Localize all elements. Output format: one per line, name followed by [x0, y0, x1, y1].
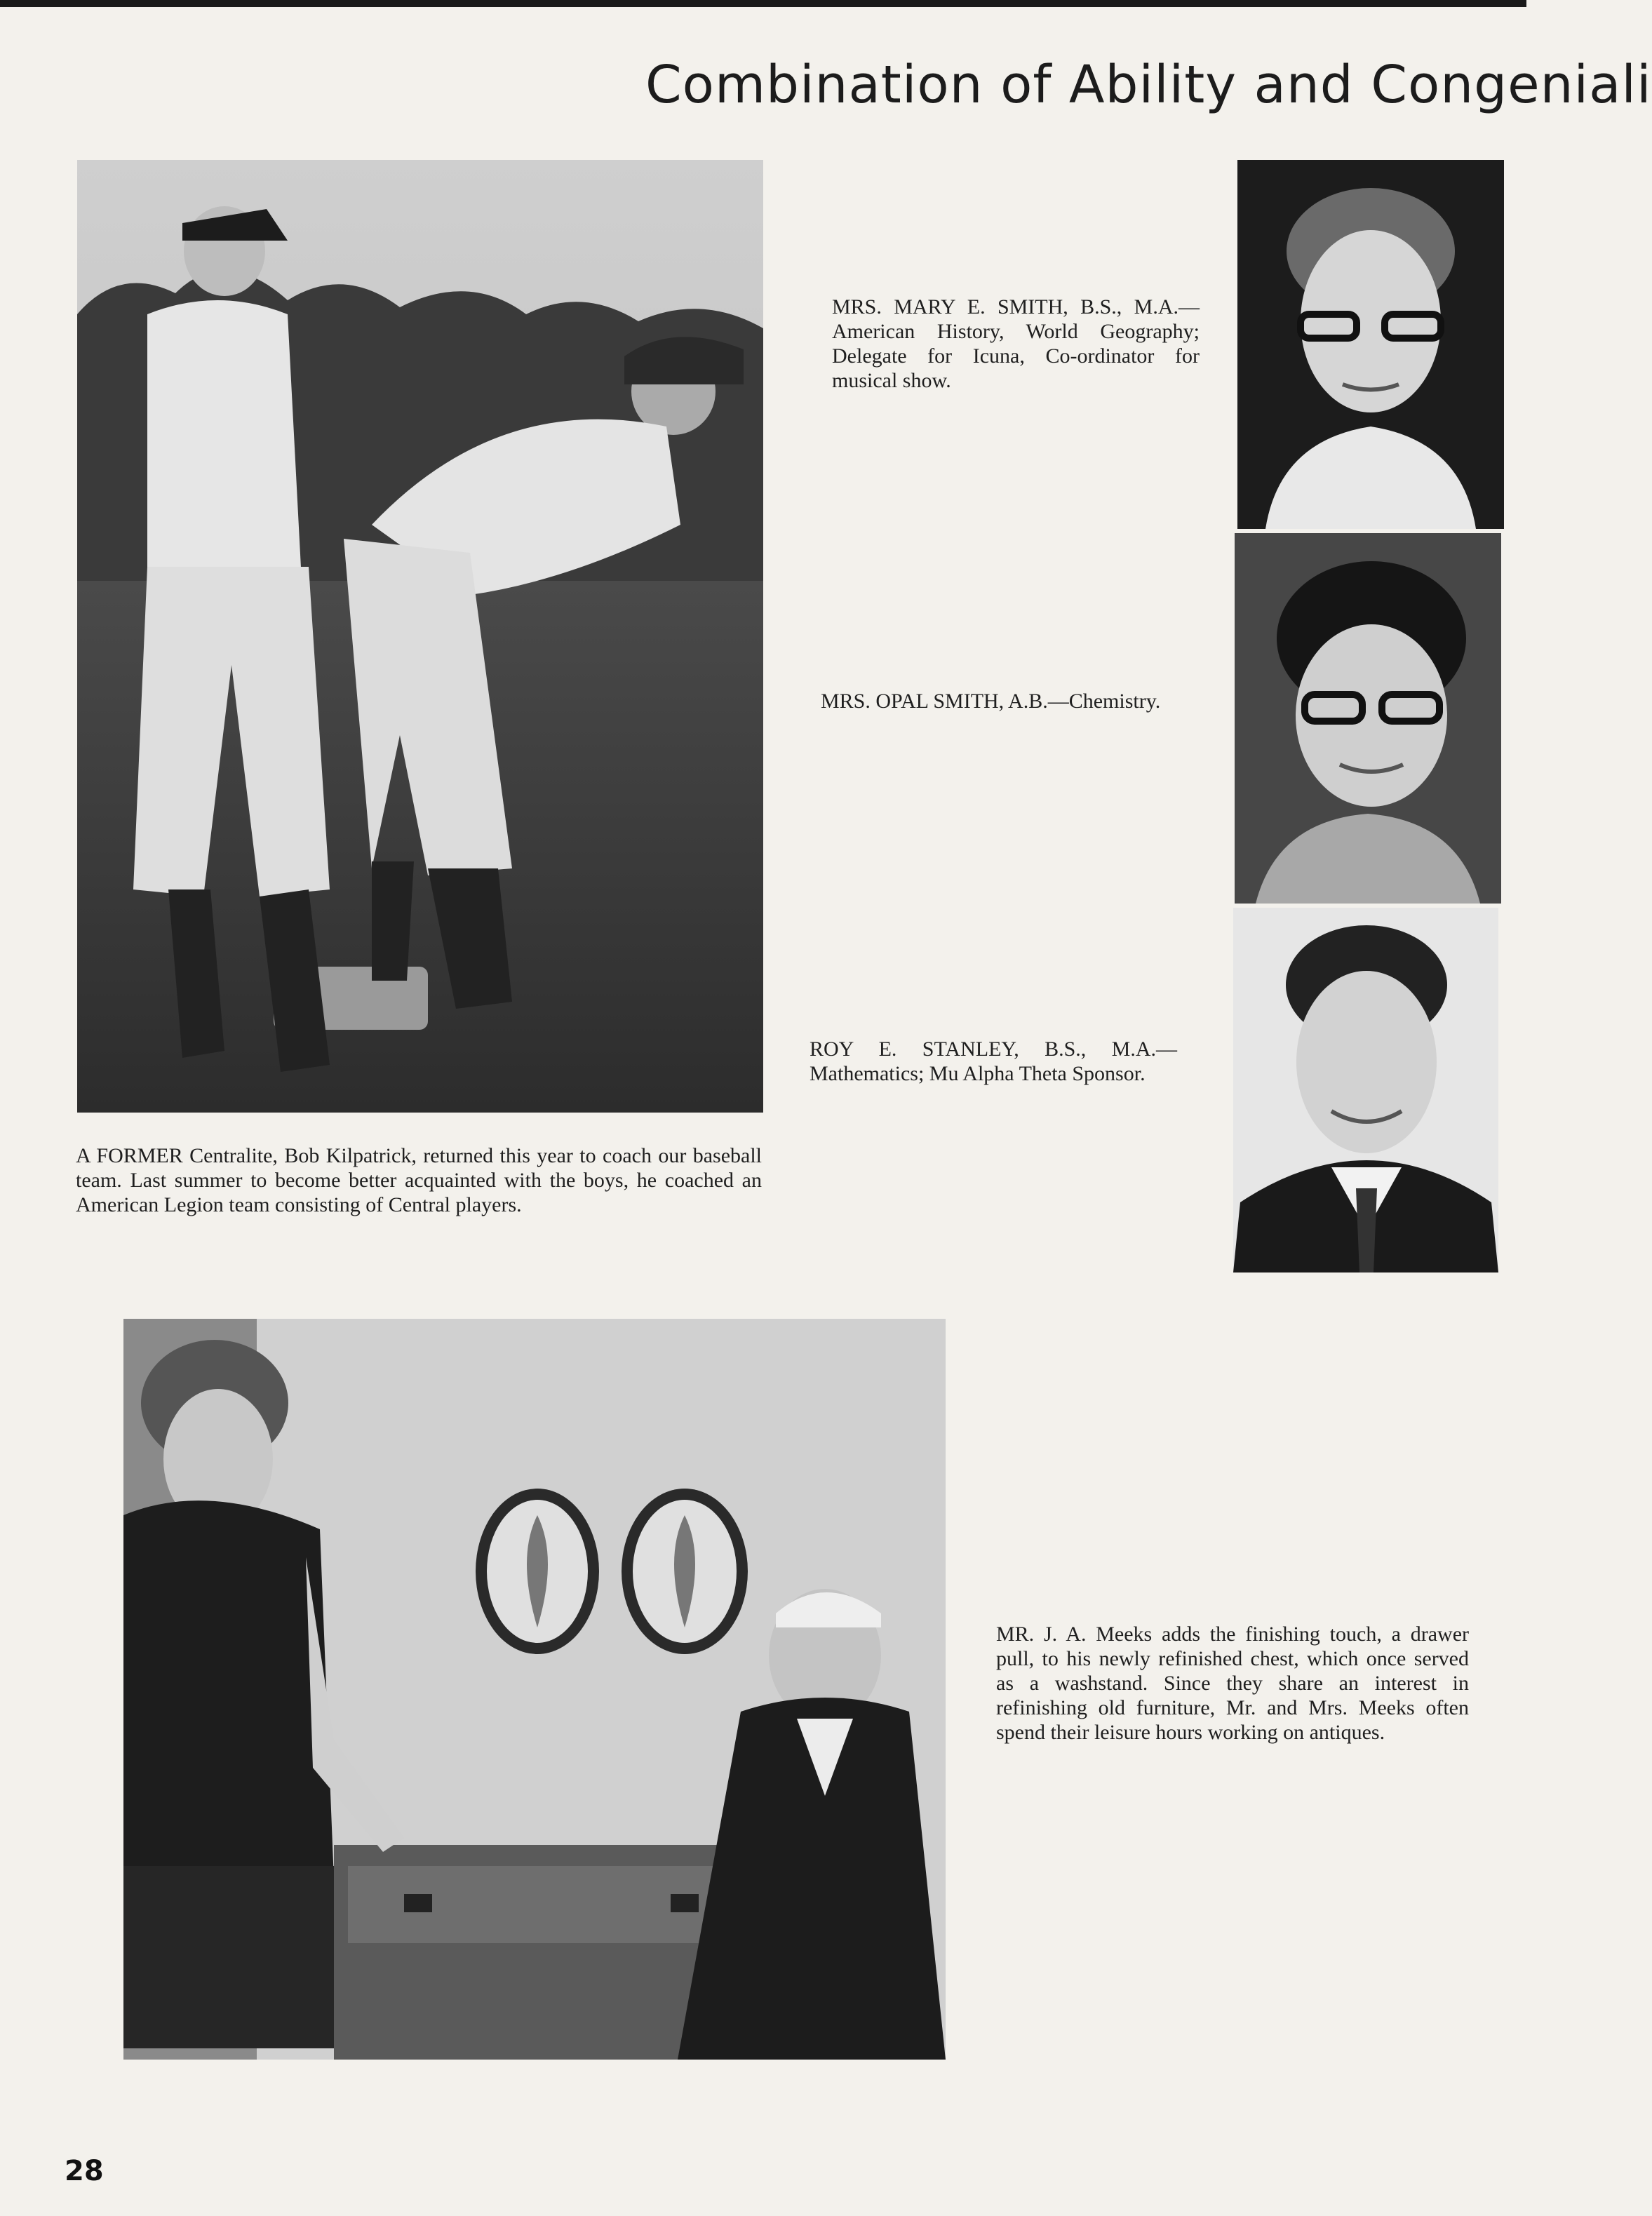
meeks-photo — [123, 1319, 946, 2060]
caption-opal-smith: MRS. OPAL SMITH, A.B.—Chemistry. — [821, 690, 1161, 713]
top-border — [0, 0, 1526, 7]
page-title: Combination of Ability and Congeniali — [645, 55, 1652, 115]
page-number: 28 — [65, 2155, 104, 2187]
caption-meeks: MR. J. A. Meeks adds the finishing touch, a drawer pull, to his newly refinished chest, which once served as a washstand. Since they share an interest in refinishing old furniture, Mr. and Mrs. Meeks often spend their leisure hours working on antiques. — [996, 1623, 1469, 1744]
portrait-opal-smith — [1235, 533, 1501, 904]
caption-mary-smith: MRS. MARY E. SMITH, B.S., M.A.—American History, World Geography; Delegate for Icuna, Co-ordinator for musical show. — [832, 295, 1200, 392]
portrait-mary-smith — [1237, 160, 1504, 529]
portrait-roy-stanley — [1233, 908, 1498, 1272]
baseball-photo — [77, 160, 763, 1113]
caption-baseball: A FORMER Centralite, Bob Kilpatrick, returned this year to coach our baseball team. Last summer to become better acquainted with the boys, he coached an American Legion team consisting of Central players. — [76, 1144, 762, 1216]
caption-roy-stanley: ROY E. STANLEY, B.S., M.A.—Mathematics; Mu Alpha Theta Sponsor. — [810, 1038, 1177, 1085]
